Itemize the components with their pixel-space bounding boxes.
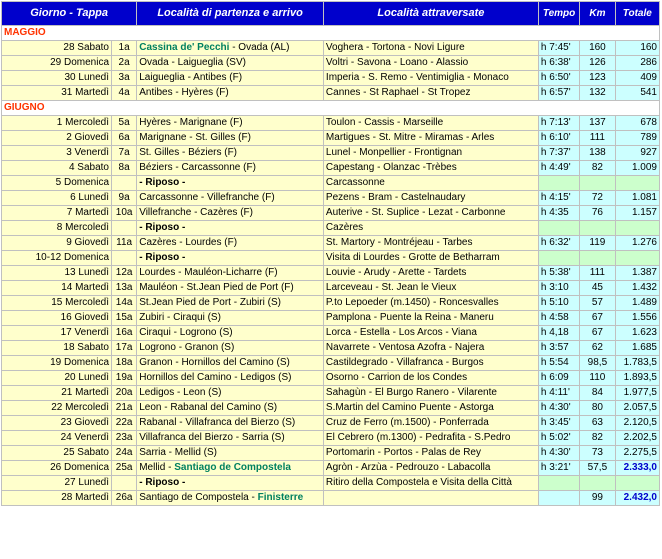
km-cell [580,176,614,190]
km-cell: 57 [580,296,614,310]
attraversate-cell [324,491,538,505]
tappa-cell: 22a [112,416,136,430]
day-cell: 15 Mercoledì [2,296,111,310]
tappa-cell [112,476,136,490]
attraversate-cell: Louvie - Arudy - Arette - Tardets [324,266,538,280]
place-text: St. Gilles - Béziers (F) [139,147,238,158]
table-row [2,191,659,205]
day-cell: 25 Sabato [2,446,111,460]
table-row [2,326,659,340]
tempo-cell: h 4:35 [539,206,579,220]
place-text: Granon - Hornillos del Camino (S) [139,357,290,368]
tappa-cell: 12a [112,266,136,280]
partenza-cell [137,266,323,280]
month-row [2,26,659,40]
totale-cell: 286 [616,56,659,70]
km-cell: 132 [580,86,614,100]
day-cell: 31 Martedì [2,86,111,100]
tempo-cell: h 4:49' [539,161,579,175]
totale-cell: 160 [616,41,659,55]
km-cell: 110 [580,371,614,385]
place-text: Mellid - [139,462,175,473]
tappa-cell: 21a [112,401,136,415]
tappa-cell: 1a [112,41,136,55]
attraversate-cell: Cazères [324,221,538,235]
day-cell: 10-12 Domenica [2,251,111,265]
tempo-cell: h 5:54 [539,356,579,370]
place-text: - Riposo - [139,222,186,233]
tempo-cell: h 6:09 [539,371,579,385]
partenza-cell [137,371,323,385]
totale-cell [616,251,659,265]
tappa-cell: 17a [112,341,136,355]
attraversate-cell: Agròn - Arzùa - Pedrouzo - Labacolla [324,461,538,475]
table-row [2,416,659,430]
partenza-cell [137,161,323,175]
tappa-cell: 18a [112,356,136,370]
table-row [2,56,659,70]
day-cell: 30 Lunedì [2,71,111,85]
day-cell: 13 Lunedì [2,266,111,280]
attraversate-cell: Ritiro della Compostela e Visita della Città [324,476,538,490]
attraversate-cell: Imperia - S. Remo - Ventimiglia - Monaco [324,71,538,85]
tempo-cell [539,176,579,190]
table-row [2,296,659,310]
km-cell: 123 [580,71,614,85]
tempo-cell: h 5:10 [539,296,579,310]
place-text: Béziers - Carcassonne (F) [139,162,256,173]
place-text: Carcassonne - Villefranche (F) [139,192,275,203]
table-row [2,116,659,130]
month-label: MAGGIO [2,26,659,40]
attraversate-cell: Lorca - Estella - Los Arcos - Viana [324,326,538,340]
totale-cell: 1.685 [616,341,659,355]
totale-cell: 1.009 [616,161,659,175]
km-cell: 84 [580,386,614,400]
place-text: Antibes - Hyères (F) [139,87,229,98]
km-cell: 119 [580,236,614,250]
header-row [2,2,659,25]
attraversate-cell: Visita di Lourdes - Grotte de Betharram [324,251,538,265]
km-cell: 67 [580,326,614,340]
table-row [2,281,659,295]
tempo-cell [539,221,579,235]
table-row [2,431,659,445]
tappa-cell: 13a [112,281,136,295]
day-cell: 3 Venerdì [2,146,111,160]
km-cell: 82 [580,161,614,175]
day-cell: 21 Martedì [2,386,111,400]
km-cell: 45 [580,281,614,295]
km-cell: 137 [580,116,614,130]
day-cell: 16 Giovedì [2,311,111,325]
partenza-cell [137,131,323,145]
attraversate-cell: Capestang - Olanzac -Trèbes [324,161,538,175]
km-cell: 160 [580,41,614,55]
place-text: Leon - Rabanal del Camino (S) [139,402,278,413]
place-text: Lourdes - Mauléon-Licharre (F) [139,267,278,278]
tempo-cell: h 6:10' [539,131,579,145]
attraversate-cell: Carcassonne [324,176,538,190]
partenza-cell [137,236,323,250]
partenza-cell [137,386,323,400]
totale-cell: 927 [616,146,659,160]
highlighted-place: Cassina de' Pecchi [139,42,230,53]
tempo-cell: h 7:45' [539,41,579,55]
partenza-cell [137,446,323,460]
tempo-cell: h 4:58 [539,311,579,325]
tappa-cell: 19a [112,371,136,385]
day-cell: 26 Domenica [2,461,111,475]
totale-cell: 1.432 [616,281,659,295]
place-text: Logrono - Granon (S) [139,342,235,353]
attraversate-cell: Pezens - Bram - Castelnaudary [324,191,538,205]
partenza-cell [137,356,323,370]
tappa-cell [112,221,136,235]
table-row [2,146,659,160]
tappa-cell: 5a [112,116,136,130]
partenza-cell [137,56,323,70]
tempo-cell: h 6:32' [539,236,579,250]
attraversate-cell: Martigues - St. Mitre - Miramas - Arles [324,131,538,145]
place-text: Ciraqui - Logrono (S) [139,327,233,338]
tappa-cell: 14a [112,296,136,310]
attraversate-cell: Castildegrado - Villafranca - Burgos [324,356,538,370]
totale-cell: 1.783,5 [616,356,659,370]
table-row [2,371,659,385]
partenza-cell [137,221,323,235]
km-cell: 63 [580,416,614,430]
partenza-cell [137,296,323,310]
totale-cell: 2.057,5 [616,401,659,415]
tempo-cell: h 5:38' [539,266,579,280]
tempo-cell: h 6:38' [539,56,579,70]
place-text: Laigueglia - Antibes (F) [139,72,243,83]
tempo-cell [539,476,579,490]
attraversate-cell: Pamplona - Puente la Reina - Maneru [324,311,538,325]
table-row [2,176,659,190]
table-row [2,401,659,415]
tempo-cell: h 7:37' [539,146,579,160]
tempo-cell: h 6:57' [539,86,579,100]
place-text: - Ovada (AL) [229,42,290,53]
place-text: Ovada - Laigueglia (SV) [139,57,246,68]
tappa-cell: 16a [112,326,136,340]
day-cell: 28 Sabato [2,41,111,55]
month-row [2,101,659,115]
tempo-cell: h 3:45' [539,416,579,430]
km-cell [580,221,614,235]
totale-cell [616,476,659,490]
totale-cell: 409 [616,71,659,85]
attraversate-cell: Cannes - St Raphael - St Tropez [324,86,538,100]
partenza-cell [137,251,323,265]
totale-cell: 1.556 [616,311,659,325]
partenza-cell [137,416,323,430]
place-text: Ledigos - Leon (S) [139,387,222,398]
day-cell: 6 Lunedì [2,191,111,205]
table-row [2,41,659,55]
day-cell: 18 Sabato [2,341,111,355]
table-row [2,221,659,235]
place-text: Rabanal - Villafranca del Bierzo (S) [139,417,296,428]
table-row [2,311,659,325]
tappa-cell: 9a [112,191,136,205]
day-cell: 7 Martedì [2,206,111,220]
attraversate-cell: Lunel - Monpellier - Frontignan [324,146,538,160]
table-row [2,86,659,100]
km-cell: 126 [580,56,614,70]
tappa-cell: 20a [112,386,136,400]
totale-cell: 1.489 [616,296,659,310]
attraversate-cell: Cruz de Ferro (m.1500) - Ponferrada [324,416,538,430]
totale-cell [616,176,659,190]
itinerary-table [1,1,660,506]
tempo-cell: h 3:10 [539,281,579,295]
km-cell [580,476,614,490]
place-text: Sarria - Mellid (S) [139,447,218,458]
table-row [2,206,659,220]
attraversate-cell: El Cebrero (m.1300) - Pedrafita - S.Pedro [324,431,538,445]
place-text: Villafranca del Bierzo - Sarria (S) [139,432,285,443]
day-cell: 9 Giovedì [2,236,111,250]
tempo-cell: h 4:30' [539,401,579,415]
km-cell: 67 [580,311,614,325]
place-text: - Riposo - [139,252,186,263]
km-cell: 111 [580,266,614,280]
tempo-cell: h 4,18 [539,326,579,340]
day-cell: 22 Mercoledì [2,401,111,415]
table-row [2,491,659,505]
partenza-cell [137,431,323,445]
partenza-cell [137,311,323,325]
totale-cell: 2.202,5 [616,431,659,445]
tappa-cell: 15a [112,311,136,325]
table-row [2,461,659,475]
tappa-cell: 11a [112,236,136,250]
place-text: Santiago de Compostela - [139,492,258,503]
place-text: Villefranche - Cazères (F) [139,207,253,218]
tappa-cell: 25a [112,461,136,475]
tappa-cell: 3a [112,71,136,85]
km-cell [580,251,614,265]
header-tempo: Tempo [539,2,579,25]
attraversate-cell: Toulon - Cassis - Marseille [324,116,538,130]
tappa-cell: 24a [112,446,136,460]
attraversate-cell: Sahagùn - El Burgo Ranero - Vilarente [324,386,538,400]
km-cell: 82 [580,431,614,445]
km-cell: 57,5 [580,461,614,475]
partenza-cell [137,281,323,295]
table-row [2,251,659,265]
partenza-cell [137,401,323,415]
totale-cell: 541 [616,86,659,100]
header-attraversate: Località attraversate [324,2,538,25]
header-km: Km [580,2,614,25]
day-cell: 24 Venerdì [2,431,111,445]
day-cell: 27 Lunedì [2,476,111,490]
km-cell: 98,5 [580,356,614,370]
place-text: - Riposo - [139,477,186,488]
partenza-cell [137,206,323,220]
place-text: Mauléon - St.Jean Pied de Port (F) [139,282,294,293]
place-text: Zubiri - Ciraqui (S) [139,312,221,323]
km-cell: 72 [580,191,614,205]
tappa-cell [112,176,136,190]
km-cell: 80 [580,401,614,415]
tappa-cell: 26a [112,491,136,505]
tappa-cell: 2a [112,56,136,70]
table-row [2,476,659,490]
km-cell: 111 [580,131,614,145]
partenza-cell [137,176,323,190]
place-text: St.Jean Pied de Port - Zubiri (S) [139,297,281,308]
table-row [2,71,659,85]
day-cell: 8 Mercoledì [2,221,111,235]
partenza-cell [137,341,323,355]
day-cell: 17 Venerdì [2,326,111,340]
totale-cell: 678 [616,116,659,130]
place-text: Hyères - Marignane (F) [139,117,243,128]
attraversate-cell: Osorno - Carrion de los Condes [324,371,538,385]
header-giorno-tappa: Giorno - Tappa [2,2,136,25]
table-row [2,266,659,280]
attraversate-cell: Voghera - Tortona - Novi Ligure [324,41,538,55]
totale-cell: 2.275,5 [616,446,659,460]
tempo-cell: h 6:50' [539,71,579,85]
table-row [2,356,659,370]
partenza-cell [137,71,323,85]
km-cell: 138 [580,146,614,160]
day-cell: 19 Domenica [2,356,111,370]
tappa-cell: 6a [112,131,136,145]
tempo-cell: h 3:57 [539,341,579,355]
table-row [2,446,659,460]
attraversate-cell: Auterive - St. Suplice - Lezat - Carbonne [324,206,538,220]
day-cell: 1 Mercoledì [2,116,111,130]
tappa-cell: 23a [112,431,136,445]
totale-cell: 1.276 [616,236,659,250]
tempo-cell [539,251,579,265]
place-text: Hornillos del Camino - Ledigos (S) [139,372,292,383]
partenza-cell [137,476,323,490]
totale-cell: 1.623 [616,326,659,340]
attraversate-cell: S.Martin del Camino Puente - Astorga [324,401,538,415]
table-row [2,341,659,355]
tappa-cell: 10a [112,206,136,220]
highlighted-place: Finisterre [257,492,304,503]
tempo-cell: h 5:02' [539,431,579,445]
day-cell: 28 Martedì [2,491,111,505]
attraversate-cell: Voltri - Savona - Loano - Alassio [324,56,538,70]
place-text: - Riposo - [139,177,186,188]
km-cell: 99 [580,491,614,505]
km-cell: 73 [580,446,614,460]
partenza-cell [137,146,323,160]
totale-cell [616,221,659,235]
tappa-cell: 8a [112,161,136,175]
attraversate-cell: Larceveau - St. Jean le Vieux [324,281,538,295]
month-label: GIUGNO [2,101,659,115]
day-cell: 20 Lunedì [2,371,111,385]
totale-cell: 1.387 [616,266,659,280]
totale-cell: 2.333,0 [616,461,659,475]
tempo-cell: h 4:30' [539,446,579,460]
tempo-cell: h 4:15' [539,191,579,205]
tempo-cell: h 4:11' [539,386,579,400]
partenza-cell [137,86,323,100]
partenza-cell [137,326,323,340]
table-row [2,161,659,175]
attraversate-cell: Portomarin - Portos - Palas de Rey [324,446,538,460]
partenza-cell [137,41,323,55]
day-cell: 23 Giovedì [2,416,111,430]
totale-cell: 2.120,5 [616,416,659,430]
partenza-cell [137,116,323,130]
header-totale: Totale [616,2,659,25]
table-row [2,131,659,145]
totale-cell: 2.432,0 [616,491,659,505]
table-row [2,236,659,250]
tappa-cell [112,251,136,265]
partenza-cell [137,461,323,475]
totale-cell: 1.081 [616,191,659,205]
place-text: Cazères - Lourdes (F) [139,237,238,248]
highlighted-place: Santiago de Compostela [174,462,291,473]
table-row [2,386,659,400]
attraversate-cell: P.to Lepoeder (m.1450) - Roncesvalles [324,296,538,310]
tempo-cell [539,491,579,505]
place-text: Marignane - St. Gilles (F) [139,132,251,143]
attraversate-cell: St. Martory - Montréjeau - Tarbes [324,236,538,250]
totale-cell: 789 [616,131,659,145]
day-cell: 29 Domenica [2,56,111,70]
totale-cell: 1.157 [616,206,659,220]
day-cell: 2 Giovedì [2,131,111,145]
itinerary-body [2,26,659,505]
tempo-cell: h 7:13' [539,116,579,130]
partenza-cell [137,191,323,205]
totale-cell: 1.977,5 [616,386,659,400]
header-partenza: Località di partenza e arrivo [137,2,323,25]
totale-cell: 1.893,5 [616,371,659,385]
day-cell: 5 Domenica [2,176,111,190]
km-cell: 76 [580,206,614,220]
tempo-cell: h 3:21' [539,461,579,475]
day-cell: 14 Martedì [2,281,111,295]
day-cell: 4 Sabato [2,161,111,175]
tappa-cell: 4a [112,86,136,100]
attraversate-cell: Navarrete - Ventosa Azofra - Najera [324,341,538,355]
km-cell: 62 [580,341,614,355]
tappa-cell: 7a [112,146,136,160]
partenza-cell [137,491,323,505]
